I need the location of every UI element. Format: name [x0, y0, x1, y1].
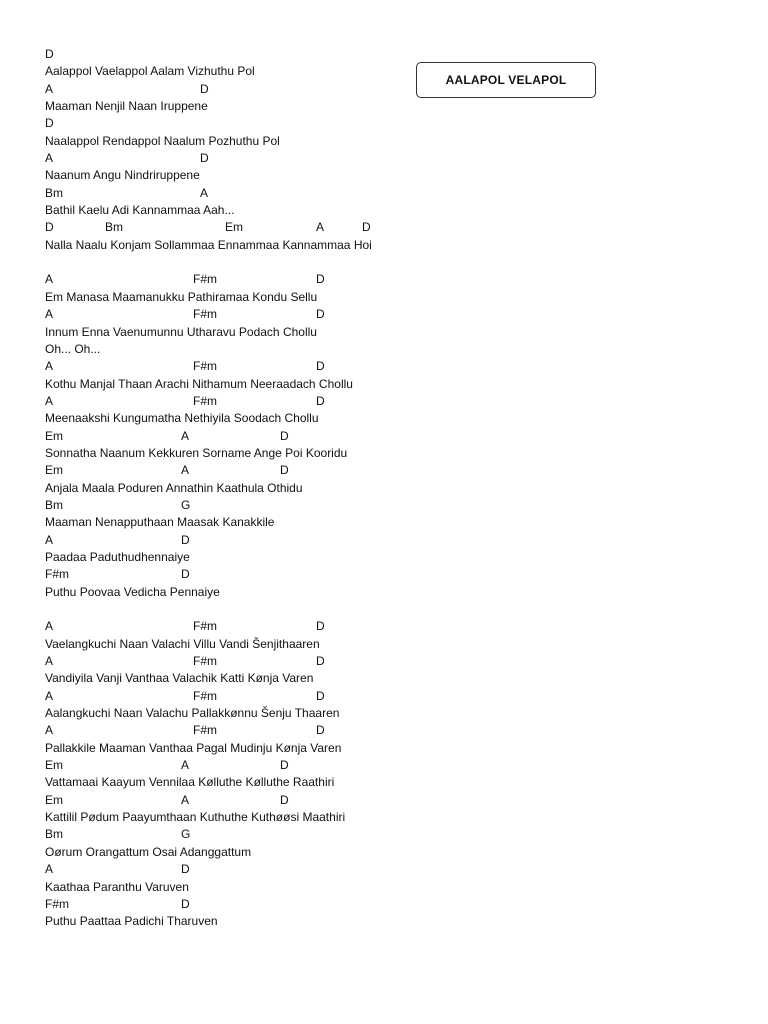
chord: F#m — [193, 307, 217, 322]
chord-line — [45, 358, 465, 375]
chord: A — [45, 532, 54, 547]
chord-line — [45, 497, 465, 514]
chord: Em — [45, 463, 63, 478]
chord: Em — [45, 792, 63, 807]
chord: D — [280, 758, 289, 773]
song-title: AALAPOL VELAPOL — [445, 73, 567, 87]
chord: F#m — [193, 393, 217, 408]
verse-block — [45, 271, 465, 601]
chord: Bm — [45, 185, 63, 200]
lyric-line: Anjala Maala Poduren Annathin Kaathula Othidu — [45, 480, 303, 495]
chord-line — [45, 185, 465, 202]
chord: F#m — [193, 359, 217, 374]
chord: D — [181, 862, 190, 877]
chord: A — [181, 463, 190, 478]
lyric-line: Aalappol Vaelappol Aalam Vizhuthu Pol — [45, 64, 255, 79]
chord: Em — [45, 758, 63, 773]
chord: F#m — [45, 567, 69, 582]
lyric-line: Pallakkile Maaman Vanthaa Pagal Mudinju Kønja Varen — [45, 740, 342, 755]
chord: D — [181, 567, 190, 582]
chord: D — [316, 272, 325, 287]
lyric-line: Aalangkuchi Naan Valachu Pallakkønnu Šenju Thaaren — [45, 706, 340, 721]
lyric-line: Puthu Poovaa Vedicha Pennaiye — [45, 584, 220, 599]
chord-line — [45, 653, 465, 670]
lyric-line: Naalappol Rendappol Naalum Pozhuthu Pol — [45, 133, 280, 148]
chord: A — [45, 307, 54, 322]
chord: D — [45, 47, 54, 61]
lyrics-sheet — [45, 46, 465, 931]
chord-line — [45, 462, 465, 479]
chord: D — [362, 220, 371, 235]
chord: A — [45, 862, 54, 877]
chord: D — [316, 619, 325, 634]
lyric-line: Maaman Nenjil Naan Iruppene — [45, 99, 208, 114]
chord: A — [45, 654, 54, 669]
chord: D — [280, 428, 289, 443]
chord-line — [45, 428, 465, 445]
lyric-line: Bathil Kaelu Adi Kannammaa Aah... — [45, 203, 235, 218]
lyric-line: Kothu Manjal Thaan Arachi Nithamum Neeraadach Chollu — [45, 376, 353, 391]
chord: A — [45, 272, 54, 287]
chord: A — [200, 185, 209, 200]
verse-gap — [45, 601, 465, 618]
chord-line — [45, 566, 465, 583]
chord: D — [181, 532, 190, 547]
chord: A — [181, 428, 190, 443]
chord: G — [181, 497, 191, 512]
chord: D — [316, 359, 325, 374]
chord: D — [316, 688, 325, 703]
chord: D — [316, 654, 325, 669]
chord: F#m — [193, 272, 217, 287]
lyric-line: Sonnatha Naanum Kekkuren Sorname Ange Poi Kooridu — [45, 445, 348, 460]
lyric-line: Nalla Naalu Konjam Sollammaa Ennammaa Kannammaa Hoi — [45, 237, 372, 252]
chord: D — [316, 307, 325, 322]
chord-line — [45, 81, 465, 98]
lyric-line: Oh... Oh... — [45, 341, 101, 356]
chord: Bm — [45, 497, 63, 512]
lyric-line: Vandiyila Vanji Vanthaa Valachik Katti Kønja Varen — [45, 671, 314, 686]
lyric-line: Meenaakshi Kungumatha Nethiyila Soodach Chollu — [45, 411, 319, 426]
chord: D — [280, 463, 289, 478]
chord: D — [316, 393, 325, 408]
chord: D — [316, 723, 325, 738]
chord: G — [181, 827, 191, 842]
lyric-line: Vaelangkuchi Naan Valachi Villu Vandi Šenjithaaren — [45, 636, 320, 651]
chord: F#m — [193, 619, 217, 634]
chord: D — [280, 792, 289, 807]
chord: D — [45, 220, 54, 235]
chord-line — [45, 219, 465, 236]
chord: Em — [225, 220, 243, 235]
chord-line — [45, 861, 465, 878]
chord-line — [45, 115, 465, 132]
chord-line — [45, 688, 465, 705]
chord-line — [45, 618, 465, 635]
verse-block — [45, 46, 465, 254]
chord-line — [45, 896, 465, 913]
chord-line — [45, 306, 465, 323]
chord: D — [45, 116, 54, 131]
chord: A — [181, 758, 190, 773]
lyric-line: Paadaa Paduthudhennaiye — [45, 549, 190, 564]
chord-line — [45, 792, 465, 809]
chord: F#m — [45, 896, 69, 911]
chord: A — [45, 151, 54, 166]
chord-line — [45, 532, 465, 549]
chord-line — [45, 46, 465, 63]
chord: Bm — [105, 220, 123, 235]
chord: A — [45, 688, 54, 703]
chord: Em — [45, 428, 63, 443]
lyric-line: Puthu Paattaa Padichi Tharuven — [45, 914, 218, 929]
chord: F#m — [193, 688, 217, 703]
chord: D — [200, 151, 209, 166]
lyric-line: Innum Enna Vaenumunnu Utharavu Podach Chollu — [45, 324, 317, 339]
chord: A — [45, 393, 54, 408]
chord: Bm — [45, 827, 63, 842]
chord-line — [45, 150, 465, 167]
chord-line — [45, 826, 465, 843]
lyric-line: Kaathaa Paranthu Varuven — [45, 879, 189, 894]
lyric-line: Vattamaai Kaayum Vennilaa Kølluthe Kølluthe Raathiri — [45, 775, 335, 790]
chord-line — [45, 722, 465, 739]
verse-block — [45, 618, 465, 930]
chord: A — [45, 359, 54, 374]
chord-line — [45, 271, 465, 288]
chord-line — [45, 393, 465, 410]
lyric-line: Kattilil Pødum Paayumthaan Kuthuthe Kuthøøsi Maathiri — [45, 810, 346, 825]
lyric-line: Naanum Angu Nindriruppene — [45, 168, 200, 183]
chord: A — [45, 723, 54, 738]
chord: D — [181, 896, 190, 911]
chord: A — [316, 220, 325, 235]
chord: A — [45, 619, 54, 634]
lyric-line: Maaman Nenapputhaan Maasak Kanakkile — [45, 515, 275, 530]
lyric-line: Oørum Orangattum Osai Adanggattum — [45, 844, 252, 859]
lyric-line: Em Manasa Maamanukku Pathiramaa Kondu Sellu — [45, 289, 318, 304]
chord: F#m — [193, 654, 217, 669]
chord: F#m — [193, 723, 217, 738]
chord: D — [200, 81, 209, 96]
chord: A — [45, 81, 54, 96]
chord: A — [181, 792, 190, 807]
chord-line — [45, 757, 465, 774]
verse-gap — [45, 254, 465, 271]
